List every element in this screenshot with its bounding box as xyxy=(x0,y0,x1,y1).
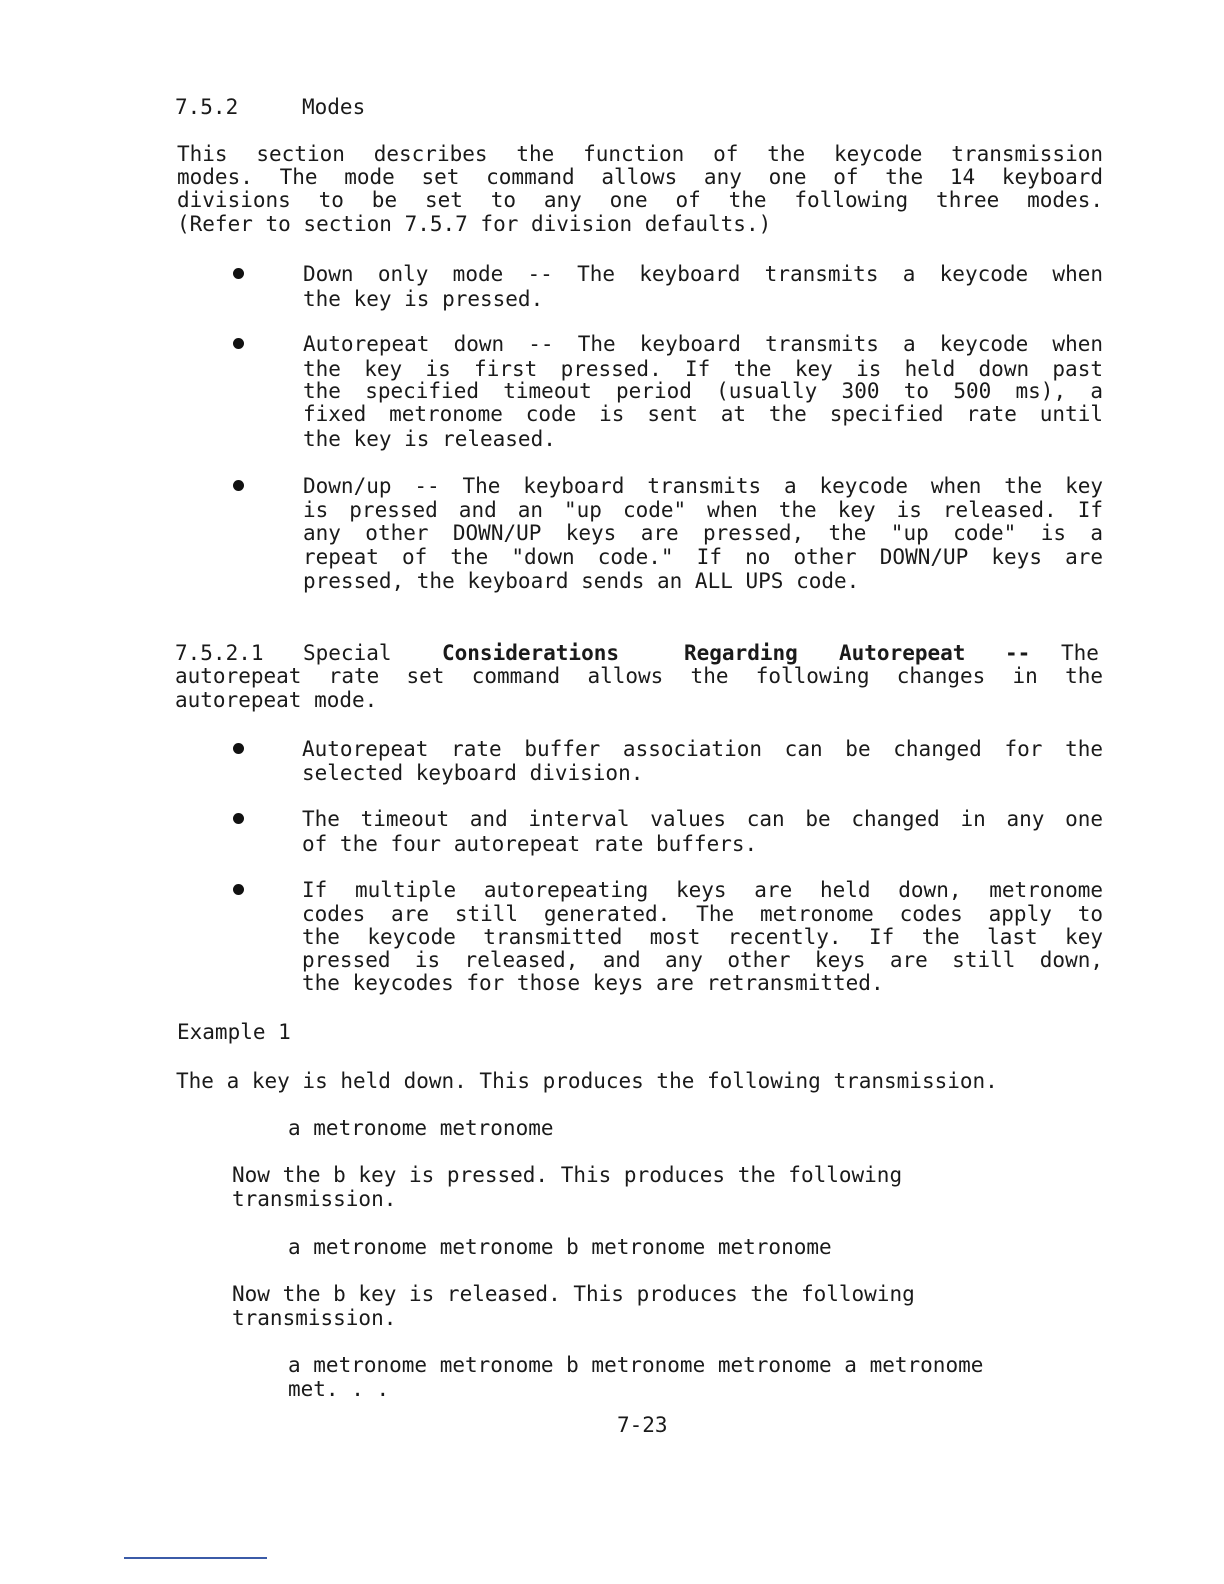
mode-downup-line: Down/up -- The keyboard transmits a keycode when the key xyxy=(303,474,1103,498)
intro-line: (Refer to section 7.5.7 for division defaults.) xyxy=(177,212,772,236)
consideration-line: of the four autorepeat rate buffers. xyxy=(302,832,758,856)
example-sequence: a metronome metronome xyxy=(288,1116,554,1140)
mode-downup-line: repeat of the "down code." If no other DOWN/UP keys are xyxy=(303,545,1103,569)
example-step: Now the b key is pressed. This produces the following xyxy=(232,1163,903,1187)
subsection-number: 7.5.2.1 xyxy=(175,641,264,665)
bullet-icon xyxy=(233,813,244,824)
mode-downup-line: pressed, the keyboard sends an ALL UPS code. xyxy=(303,569,860,593)
subsection-title-word: Autorepeat xyxy=(839,641,966,665)
example-heading: Example 1 xyxy=(177,1020,291,1044)
mode-autorepeat-line: the key is first pressed. If the key is held down past xyxy=(303,357,1103,381)
bullet-icon xyxy=(233,480,244,491)
section-number: 7.5.2 xyxy=(175,95,239,119)
consideration-line: Autorepeat rate buffer association can be changed for the xyxy=(302,737,1103,761)
subsection-title-word: -- xyxy=(1005,641,1031,665)
consideration-line: codes are still generated. The metronome codes apply to xyxy=(302,902,1103,926)
consideration-line: pressed is released, and any other keys are still down, xyxy=(302,948,1103,972)
mode-downup-line: any other DOWN/UP keys are pressed, the "up code" is a xyxy=(303,521,1103,545)
example-step: Now the b key is released. This produces the following xyxy=(232,1282,915,1306)
consideration-line: the keycodes for those keys are retransmitted. xyxy=(302,971,884,995)
page-number: 7-23 xyxy=(617,1413,668,1437)
intro-line: modes. The mode set command allows any one of the 14 keyboard xyxy=(177,165,1103,189)
consideration-line: selected keyboard division. xyxy=(302,761,644,785)
footer-rule xyxy=(124,1557,267,1559)
bullet-icon xyxy=(233,743,244,754)
consideration-line: the keycode transmitted most recently. If the last key xyxy=(302,925,1103,949)
bullet-icon xyxy=(233,338,244,349)
example-step: transmission. xyxy=(232,1306,397,1330)
example-sequence: met. . . xyxy=(288,1377,390,1401)
consideration-line: The timeout and interval values can be changed in any one xyxy=(302,807,1103,831)
subsection-title-word: The xyxy=(1061,641,1099,665)
mode-downup-line: is pressed and an "up code" when the key is released. If xyxy=(303,498,1103,522)
intro-line: divisions to be set to any one of the following three modes. xyxy=(177,188,1103,212)
mode-autorepeat-line: fixed metronome code is sent at the specified rate until xyxy=(303,402,1103,426)
example-sequence: a metronome metronome b metronome metronome xyxy=(288,1235,832,1259)
bullet-icon xyxy=(233,884,244,895)
intro-line: This section describes the function of the keycode transmission xyxy=(177,142,1103,166)
consideration-line: If multiple autorepeating keys are held down, metronome xyxy=(302,878,1103,902)
example-sequence: a metronome metronome b metronome metronome a metronome xyxy=(288,1353,984,1377)
subsection-title-word: Considerations xyxy=(442,641,620,665)
subsection-title-word: Special xyxy=(303,641,392,665)
subsection-line: autorepeat mode. xyxy=(175,688,378,712)
mode-down-only-line: the key is pressed. xyxy=(303,287,544,311)
mode-autorepeat-line: Autorepeat down -- The keyboard transmits a keycode when xyxy=(303,332,1103,356)
mode-autorepeat-line: the key is released. xyxy=(303,427,556,451)
mode-down-only-line: Down only mode -- The keyboard transmits a keycode when xyxy=(303,262,1103,286)
mode-autorepeat-line: the specified timeout period (usually 300 to 500 ms), a xyxy=(303,379,1103,403)
subsection-title-word: Regarding xyxy=(684,641,798,665)
bullet-icon xyxy=(233,268,244,279)
example-intro: The a key is held down. This produces the following transmission. xyxy=(176,1069,998,1093)
subsection-line: autorepeat rate set command allows the following changes in the xyxy=(175,664,1103,688)
example-step: transmission. xyxy=(232,1187,397,1211)
section-title: Modes xyxy=(302,95,366,119)
